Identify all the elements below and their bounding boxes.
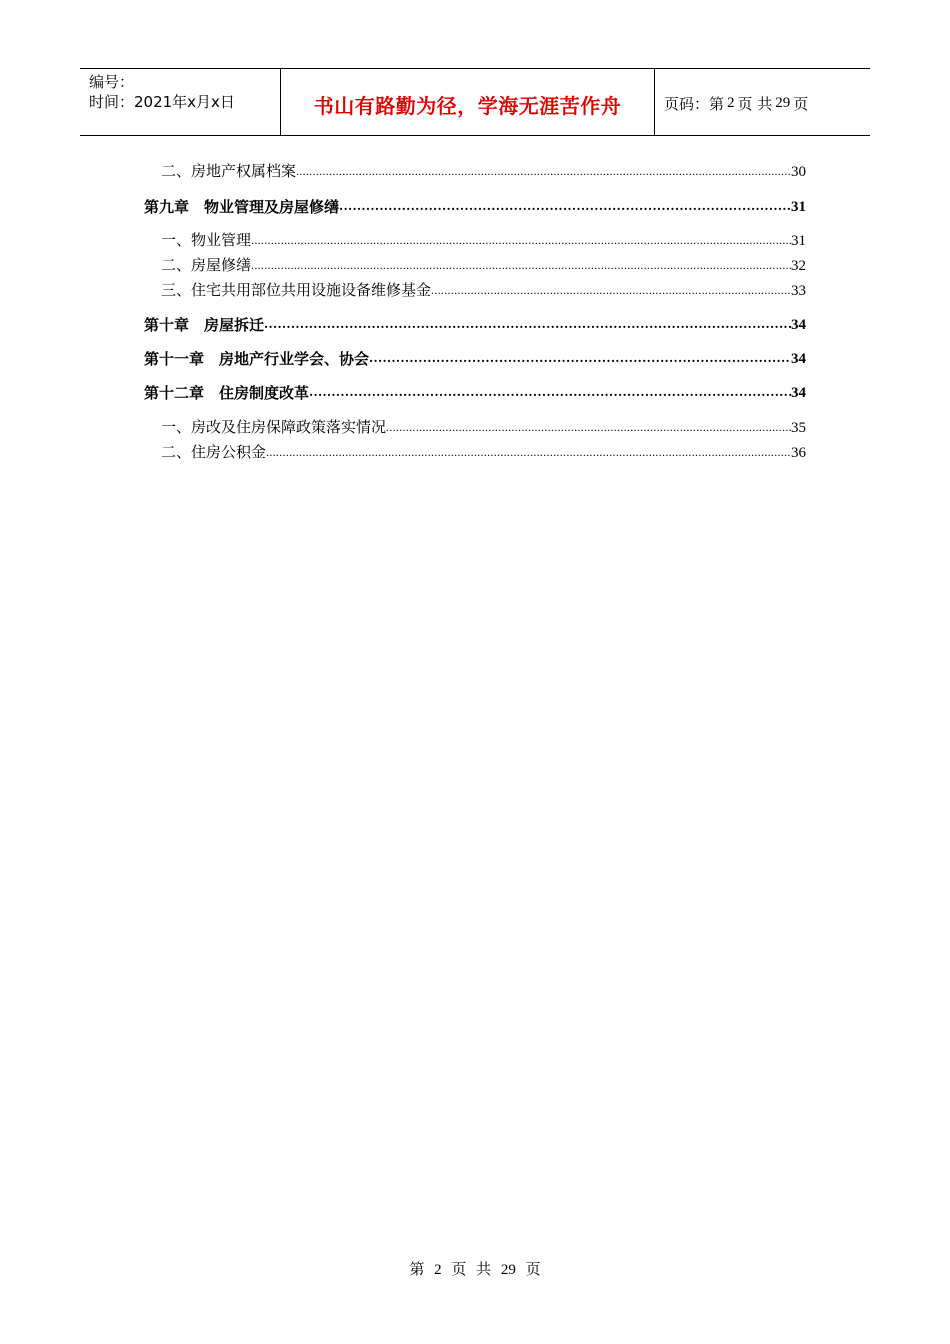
toc-entry-title: 第十一章 房地产行业学会、协会	[144, 350, 370, 368]
toc-leader-dots	[309, 382, 791, 402]
toc-entry-title: 一、房改及住房保障政策落实情况	[161, 420, 387, 436]
header-page-total: 29	[775, 94, 791, 111]
toc-leader-dots	[339, 196, 791, 216]
header-meta	[80, 69, 281, 135]
toc-entry-title: 二、住房公积金	[161, 445, 267, 461]
toc-chapter-entry[interactable]	[144, 345, 806, 369]
footer-suffix: 页	[525, 1262, 541, 1278]
header-page-info	[655, 69, 870, 135]
toc-leader-dots	[386, 417, 791, 437]
header-page-prefix: 页码：第	[664, 94, 725, 113]
toc-entry-title: 第十二章 住房制度改革	[144, 384, 310, 402]
footer-mid: 页 共	[451, 1262, 492, 1278]
toc-entry[interactable]	[161, 227, 806, 251]
motto-text: 书山有路勤为径，学海无涯苦作舟	[313, 93, 622, 118]
page-header	[80, 68, 870, 136]
toc-chapter-entry[interactable]	[144, 193, 806, 217]
toc-leader-dots	[264, 314, 791, 334]
footer-page-current: 2	[434, 1262, 442, 1278]
footer-page-total: 29	[500, 1262, 516, 1278]
footer-prefix: 第	[409, 1262, 425, 1278]
toc-entry-title: 一、物业管理	[161, 233, 252, 249]
toc-entry-page: 31	[791, 199, 806, 215]
date-label: 时间：2021年x月x日	[89, 93, 235, 111]
toc-chapter-entry[interactable]	[144, 379, 806, 403]
toc-entry-page: 35	[791, 420, 806, 436]
toc-entry-title: 二、房屋修缮	[161, 258, 252, 274]
toc-entry-page: 34	[791, 385, 806, 401]
toc-entry-page: 31	[791, 233, 806, 249]
toc-entry-title: 第九章 物业管理及房屋修缮	[144, 198, 340, 216]
toc-leader-dots	[431, 280, 791, 300]
toc-leader-dots	[251, 230, 791, 250]
header-motto	[281, 69, 655, 135]
toc-leader-dots	[251, 255, 791, 275]
toc-entry-title: 第十章 房屋拆迁	[144, 316, 265, 334]
toc-entry-page: 32	[791, 258, 806, 274]
toc-entry[interactable]	[161, 252, 806, 276]
toc-entry-page: 36	[791, 445, 806, 461]
header-page-suffix: 页	[793, 94, 809, 113]
toc-entry[interactable]	[161, 277, 806, 301]
header-page-mid: 页 共	[737, 94, 773, 113]
toc-leader-dots	[266, 442, 791, 462]
serial-number-label: 编号：	[89, 73, 135, 91]
toc-chapter-entry[interactable]	[144, 311, 806, 335]
toc-leader-dots	[296, 161, 791, 181]
page-footer	[0, 1258, 950, 1279]
header-page-current: 2	[727, 94, 735, 111]
toc-entry-title: 二、房地产权属档案	[161, 164, 297, 180]
toc-leader-dots	[369, 348, 791, 368]
toc-entry[interactable]	[161, 439, 806, 463]
toc-entry[interactable]	[161, 414, 806, 438]
toc-entry[interactable]	[161, 158, 806, 182]
toc-entry-title: 三、住宅共用部位共用设施设备维修基金	[161, 283, 432, 299]
toc-entry-page: 34	[791, 351, 806, 367]
toc-entry-page: 33	[791, 283, 806, 299]
toc-entry-page: 34	[791, 317, 806, 333]
toc-entry-page: 30	[791, 164, 806, 180]
